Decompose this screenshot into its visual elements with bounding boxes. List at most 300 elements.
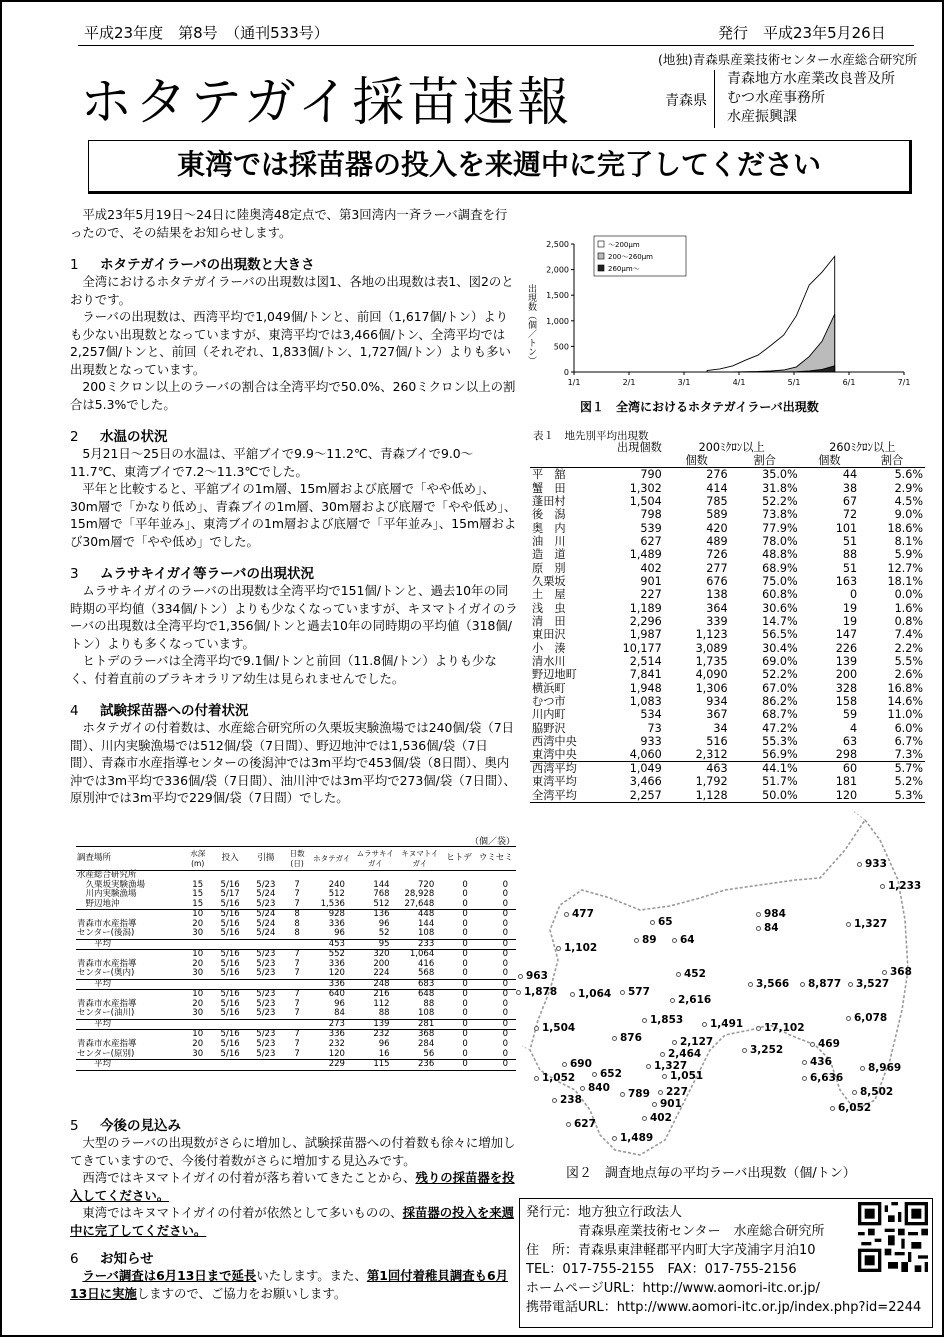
table-row	[530, 641, 925, 654]
table-cell	[212, 979, 248, 990]
table-cell: 5.5%	[894, 654, 923, 668]
table-cell: 35.0%	[762, 468, 798, 482]
table-cell	[284, 979, 311, 990]
table-cell: 96	[334, 998, 345, 1009]
y-tick-label: 1,500	[546, 291, 569, 301]
station-dot	[620, 1092, 625, 1097]
table-cell: 27,648	[404, 898, 435, 909]
row-label: 油 川	[532, 534, 566, 548]
table-cell: 0	[502, 1048, 508, 1059]
station-value: 652	[600, 1068, 622, 1080]
table-cell	[212, 1019, 248, 1030]
row-label: 原 別	[532, 561, 566, 575]
table-cell: 5/24	[256, 928, 276, 939]
table-row	[530, 561, 925, 574]
station-dot	[848, 982, 853, 987]
row-label: 水産総合研究所	[77, 870, 137, 880]
table-row	[530, 535, 925, 548]
table-cell: 5/23	[256, 949, 276, 960]
station-value: 1,327	[854, 918, 888, 930]
map-labels	[520, 810, 930, 1160]
table-cell: 147	[835, 628, 858, 642]
table-cell: 5.7%	[894, 762, 923, 776]
station-dot	[564, 912, 569, 917]
paragraph: ホタテガイの付着数は、水産総合研究所の久栗坂実験漁場では240個/袋（7日間）、川内実験漁場では512個/袋（7日間）、野辺地沖では1,536個/袋（7日間）、青森市水産指導センターの後潟沖では3m平均で453個/袋（8日間）、奥内沖では3m平均で336個/袋（7日間）、油川沖では3m平均で273個/袋（7日間）、原別沖では3m平均で229個/袋（7日間）でした。	[70, 720, 516, 805]
table-cell: 1,189	[629, 601, 662, 615]
table-cell: 227	[640, 588, 662, 602]
paragraph	[70, 1204, 518, 1239]
table-cell	[248, 1019, 284, 1030]
table-cell: 1,987	[629, 628, 662, 642]
table-cell: 0	[502, 898, 508, 909]
station-value: 6,052	[838, 1102, 872, 1114]
table-cell: 0	[502, 1039, 508, 1050]
table-cell: 0	[850, 588, 858, 602]
table-cell: 512	[328, 889, 345, 900]
station-value: 1,052	[542, 1072, 576, 1084]
table-cell: 0	[502, 989, 508, 1000]
station-value: 6,636	[810, 1072, 844, 1084]
mobile-link[interactable]: 携帯電話URL：http://www.aomori-itc.or.jp/index.php?id=2244	[526, 1300, 922, 1315]
table-cell: 336	[328, 1029, 345, 1040]
table-cell: 5/16	[220, 1048, 240, 1059]
table-cell: 200	[835, 668, 858, 682]
legend-label: 260μm～	[608, 265, 640, 273]
station-value: 2,616	[678, 994, 712, 1006]
table-cell: 0	[502, 889, 508, 900]
station-value: 17,102	[764, 1022, 805, 1034]
table-cell: 273	[328, 1018, 345, 1029]
table-cell: 7	[294, 1029, 300, 1040]
station-value: 84	[764, 922, 779, 934]
table-header-cell: キヌマトイガイ	[401, 849, 439, 868]
table-cell: 720	[418, 879, 435, 890]
org-item: むつ水産事務所	[727, 90, 825, 106]
table-cell	[212, 871, 248, 881]
table-cell: 420	[706, 521, 728, 535]
station-value: 1,064	[578, 988, 612, 1000]
table-cell: 120	[328, 1048, 345, 1059]
table-row	[76, 1019, 516, 1030]
qr-code-icon[interactable]	[858, 1202, 928, 1272]
table-row	[530, 708, 925, 721]
row-label: むつ市	[532, 695, 566, 709]
table-cell: 7,841	[629, 668, 662, 682]
table-cell	[353, 871, 398, 881]
table-cell: 20	[192, 958, 204, 969]
station-value: 1,233	[888, 880, 922, 892]
row-label: 西湾平均	[532, 762, 577, 776]
table-cell: 5.9%	[894, 548, 923, 562]
table-cell: 69.0%	[762, 654, 798, 668]
table-cell: 2,514	[629, 654, 662, 668]
station-value: 452	[684, 968, 706, 980]
station-value: 65	[658, 916, 673, 928]
table-cell: 5/23	[256, 968, 276, 979]
station-dot	[662, 1074, 667, 1079]
table-cell: 16.8%	[887, 681, 923, 695]
legend-swatch	[598, 241, 604, 247]
org-item: 水産振興課	[727, 109, 797, 125]
section-title: ムラサキイガイ等ラーバの出現状況	[100, 566, 314, 582]
station-dot	[562, 1062, 567, 1067]
table-cell: 216	[373, 989, 390, 1000]
table-cell: 7	[294, 968, 300, 979]
table-cell: 726	[706, 548, 728, 562]
x-tick-label: 1/1	[567, 378, 581, 387]
station-value: 1,327	[654, 1060, 688, 1072]
table-cell: 453	[328, 938, 345, 949]
table-cell: 7	[294, 958, 300, 969]
table-cell: 5/23	[256, 958, 276, 969]
table-cell: 6.0%	[894, 721, 923, 735]
table-header-cell: 出現個数	[617, 441, 662, 455]
station-dot	[857, 862, 862, 867]
row-label: 造 道	[532, 548, 566, 562]
table-row	[76, 900, 516, 910]
regional-table-body	[530, 468, 925, 802]
table-cell: 120	[328, 968, 345, 979]
table-cell: 101	[835, 521, 858, 535]
intro-paragraph: 平成23年5月19日～24日に陸奥湾48定点で、第3回湾内一斉ラーバ調査を行ったので、その結果をお知らせします。	[70, 207, 508, 240]
table-cell: 18.1%	[887, 574, 923, 588]
table-cell	[442, 871, 476, 881]
table-cell: 5/16	[220, 879, 240, 890]
table-header-cell	[530, 454, 589, 468]
table-cell: 2,312	[695, 748, 728, 762]
table-cell	[398, 871, 443, 881]
table-cell: 11.0%	[887, 708, 923, 722]
table-cell: 284	[418, 1039, 435, 1050]
table-header-row	[530, 441, 925, 454]
table-cell: 0	[462, 879, 468, 890]
table-cell: 5/16	[220, 958, 240, 969]
table-cell	[183, 1060, 212, 1071]
section-title: ホタテガイラーバの出現数と大きさ	[100, 257, 315, 273]
station-value: 1,491	[710, 1018, 744, 1030]
table-cell: 240	[328, 879, 345, 890]
table-cell: 5/16	[220, 1008, 240, 1019]
table-header-cell: ウミセミ	[478, 852, 513, 863]
table-header-cell: 日数(日)	[289, 849, 305, 868]
row-label: 脇野沢	[532, 721, 566, 735]
station-dot	[566, 1122, 571, 1127]
table-cell: 5.3%	[894, 788, 923, 802]
text-span: いたします。また、	[256, 1268, 367, 1283]
table-cell: 86.2%	[762, 695, 798, 709]
table-cell	[183, 1019, 212, 1030]
station-dot	[756, 912, 761, 917]
paragraph	[70, 1267, 518, 1302]
table-cell: 640	[328, 989, 345, 1000]
table-cell: 67	[842, 494, 858, 508]
table-cell: 5/23	[256, 998, 276, 1009]
publisher-line: 発行元：地方独立行政法人	[526, 1205, 683, 1220]
row-label: 青森市水産指導	[77, 918, 137, 929]
table-cell: 1.6%	[894, 601, 923, 615]
table-cell: 7	[294, 989, 300, 1000]
table-cell: 0	[462, 1039, 468, 1050]
table-cell: 229	[328, 1059, 345, 1070]
section-title: 今後の見込み	[100, 1118, 181, 1134]
row-label: 平均	[77, 978, 112, 989]
table-cell: 5.6%	[894, 468, 923, 482]
table-cell: 181	[835, 775, 858, 789]
station-dot	[592, 1072, 597, 1077]
station-dot	[830, 1106, 835, 1111]
table-cell: 55.3%	[762, 735, 798, 749]
table-cell: 516	[706, 735, 728, 749]
table-cell: 1,504	[629, 494, 662, 508]
table-header-cell: ムラサキイガイ	[356, 849, 394, 868]
legend-swatch	[598, 265, 604, 271]
station-value: 1,051	[670, 1070, 704, 1082]
table-cell: 320	[373, 949, 390, 960]
table-cell: 248	[373, 978, 390, 989]
table-cell: 30.4%	[762, 641, 798, 655]
row-label: 久栗坂実験漁場	[77, 879, 146, 890]
table-cell	[284, 871, 311, 881]
table-cell: 414	[706, 481, 728, 495]
station-dot	[570, 992, 575, 997]
table-cell: 8.1%	[894, 534, 923, 548]
x-tick-label: 7/1	[897, 378, 911, 387]
table-cell: 0	[462, 938, 468, 949]
table-cell: 2,257	[629, 788, 662, 802]
table-row	[530, 628, 925, 641]
station-value: 89	[642, 934, 657, 946]
table-cell: 589	[706, 508, 728, 522]
table-cell: 15	[192, 879, 204, 890]
table-cell: 0.0%	[894, 588, 923, 602]
y-tick-label: 2,000	[546, 265, 569, 275]
phone-line: TEL：017-755-2155 FAX：017-755-2156	[526, 1262, 797, 1277]
table-cell: 336	[328, 918, 345, 929]
table-cell: 59	[842, 708, 858, 722]
table-cell	[311, 871, 353, 881]
row-label: 青森市水産指導	[77, 1039, 137, 1050]
table-header-cell: 割合	[880, 454, 904, 468]
table-cell: 224	[373, 968, 390, 979]
table-row	[530, 722, 925, 735]
station-dot	[646, 1064, 651, 1069]
station-dot	[672, 1040, 677, 1045]
table-cell: 2.6%	[894, 668, 923, 682]
table-cell: 416	[418, 958, 435, 969]
station-value: 1,489	[620, 1132, 654, 1144]
station-value: 984	[764, 908, 786, 920]
station-dot	[860, 1066, 865, 1071]
table-cell: 3,466	[629, 775, 662, 789]
homepage-link[interactable]: ホームページURL：http://www.aomori-itc.or.jp/	[526, 1281, 820, 1296]
section-1	[70, 253, 518, 413]
section-number: 4	[70, 703, 79, 719]
legend-label: ～200μm	[608, 241, 640, 249]
station-dot	[756, 1026, 761, 1031]
table-cell: 232	[373, 1029, 390, 1040]
table-cell: 5/23	[256, 1008, 276, 1019]
table-cell: 50.0%	[762, 788, 798, 802]
table-cell	[183, 871, 212, 881]
table-header-cell: ホタテガイ	[313, 853, 351, 863]
station-value: 690	[570, 1058, 592, 1070]
table-cell: 30	[192, 1008, 204, 1019]
x-tick-label: 4/1	[732, 378, 746, 387]
table-cell: 95	[378, 938, 390, 949]
station-dot	[620, 990, 625, 995]
legend-label: 200～260μm	[608, 253, 653, 261]
table-row	[530, 495, 925, 508]
station-value: 3,527	[856, 978, 890, 990]
issue-date: 発行 平成23年5月26日	[718, 24, 886, 42]
paragraph: ヒトデのラーバは全湾平均で9.1個/トンと前回（11.8個/トン）よりも少なく、付着直前のブラキオラリア幼生は見られませんでした。	[70, 653, 497, 686]
table-cell: 19	[842, 601, 858, 615]
table-cell: 539	[640, 521, 662, 535]
table-cell: 144	[418, 918, 435, 929]
station-dot	[652, 1102, 657, 1107]
table-cell: 0.8%	[894, 614, 923, 628]
table-row	[530, 601, 925, 614]
table-cell: 8	[294, 909, 300, 920]
table-cell: 78.0%	[762, 534, 798, 548]
table-cell: 48.8%	[762, 548, 798, 562]
paragraph: 200ミクロン以上のラーバの割合は全湾平均で50.0%、260ミクロン以上の割合は5.3%でした。	[70, 379, 516, 412]
table-cell: 1,735	[695, 654, 728, 668]
station-value: 1,878	[524, 986, 558, 998]
row-label: 野辺地沖	[77, 898, 120, 909]
table-cell: 0	[462, 989, 468, 1000]
station-value: 1,102	[564, 942, 598, 954]
table-cell: 16	[378, 1048, 390, 1059]
table-cell: 10,177	[622, 641, 662, 655]
table-cell: 144	[373, 879, 390, 890]
table-cell: 0	[502, 998, 508, 1009]
section-3	[70, 562, 518, 687]
table-row	[530, 748, 925, 762]
x-tick-label: 2/1	[622, 378, 636, 387]
table-cell: 5/16	[220, 998, 240, 1009]
table-cell: 236	[418, 1059, 435, 1070]
table-row	[530, 575, 925, 588]
station-value: 840	[588, 1082, 610, 1094]
table-cell: 552	[328, 949, 345, 960]
table-cell: 0	[462, 1059, 468, 1070]
station-dot	[642, 1018, 647, 1023]
table-cell: 276	[706, 468, 728, 482]
table-cell: 12.7%	[887, 561, 923, 575]
table-row	[530, 508, 925, 521]
table-cell: 56	[423, 1048, 435, 1059]
station-value: 1,853	[650, 1014, 684, 1026]
station-dot	[534, 1076, 539, 1081]
table-cell: 1,049	[629, 762, 662, 776]
row-label: 小 湊	[532, 641, 566, 655]
row-label: 東田沢	[532, 628, 566, 642]
table-cell: 5/17	[220, 889, 240, 900]
row-label: 奥 内	[532, 521, 566, 535]
section-2	[70, 425, 518, 550]
row-label: センター(原別)	[77, 1048, 135, 1059]
table-cell: 44.1%	[762, 762, 798, 776]
table-cell: 0	[462, 898, 468, 909]
station-dot	[642, 1116, 647, 1121]
station-dot	[846, 922, 851, 927]
table-cell: 0	[462, 958, 468, 969]
station-dot	[534, 1026, 539, 1031]
section-title: 水温の状況	[100, 429, 168, 445]
row-label: 清水川	[532, 654, 566, 668]
row-label: 青森市水産指導	[77, 958, 137, 969]
table-cell: 5/24	[256, 909, 276, 920]
station-dot	[612, 1136, 617, 1141]
table-header-cell: ヒトデ	[446, 852, 472, 863]
station-dot	[882, 970, 887, 975]
station-dot	[880, 884, 885, 889]
legend-swatch	[598, 253, 604, 259]
table-cell	[476, 871, 516, 881]
station-dot	[556, 946, 561, 951]
table-cell: 5/23	[256, 879, 276, 890]
org-list	[714, 70, 895, 128]
text-span: 東湾ではキヌマトイガイの付着が依然として多いものの、	[82, 1205, 403, 1220]
x-tick-label: 5/1	[787, 378, 801, 387]
issue-number: 平成23年度 第8号 （通刊533号）	[84, 24, 329, 42]
table-cell: 534	[640, 708, 662, 722]
table-cell: 20	[192, 1039, 204, 1050]
table-cell: 200	[373, 958, 390, 969]
station-dot	[660, 1052, 665, 1057]
table-cell: 368	[418, 1029, 435, 1040]
row-label: 浅 虫	[532, 601, 566, 615]
table-cell: 928	[328, 909, 345, 920]
table-header-cell: 割合	[753, 454, 776, 468]
table-cell: 0	[502, 1059, 508, 1070]
x-tick-label: 6/1	[842, 378, 856, 387]
table-cell: 30	[192, 928, 204, 939]
station-value: 8,969	[868, 1062, 902, 1074]
table-cell: 0	[462, 998, 468, 1009]
table-cell: 489	[706, 534, 728, 548]
table-header-cell: 個数	[818, 454, 841, 468]
row-label: 川内実験漁場	[77, 889, 137, 900]
table-cell: 0	[502, 949, 508, 960]
table-row	[530, 481, 925, 494]
table-cell: 56.5%	[762, 628, 798, 642]
table-cell: 226	[835, 641, 858, 655]
table-cell: 139	[373, 1018, 390, 1029]
table-header-cell	[589, 454, 663, 468]
table-cell: 52	[378, 928, 390, 939]
table-cell: 5/16	[220, 989, 240, 1000]
table-cell: 10	[192, 1029, 204, 1040]
table-cell: 7.4%	[894, 628, 923, 642]
station-value: 876	[620, 1032, 642, 1044]
headline-banner: 東湾では採苗器の投入を来週中に完了してください	[88, 140, 912, 194]
station-dot	[748, 982, 753, 987]
table-cell: 68.7%	[762, 708, 798, 722]
station-value: 627	[574, 1118, 596, 1130]
table-cell: 0	[502, 1029, 508, 1040]
section-title: 試験採苗器への付着状況	[100, 703, 249, 719]
figure2-caption: 図２ 調査地点毎の平均ラーバ出現数（個/トン）	[566, 1166, 856, 1181]
table-cell: 568	[418, 968, 435, 979]
lower-text	[70, 1114, 518, 1302]
table-cell: 627	[640, 534, 662, 548]
table-cell: 77.9%	[762, 521, 798, 535]
table-cell: 1,128	[695, 788, 728, 802]
table-row	[76, 1009, 516, 1019]
table-cell: 51.7%	[762, 775, 798, 789]
